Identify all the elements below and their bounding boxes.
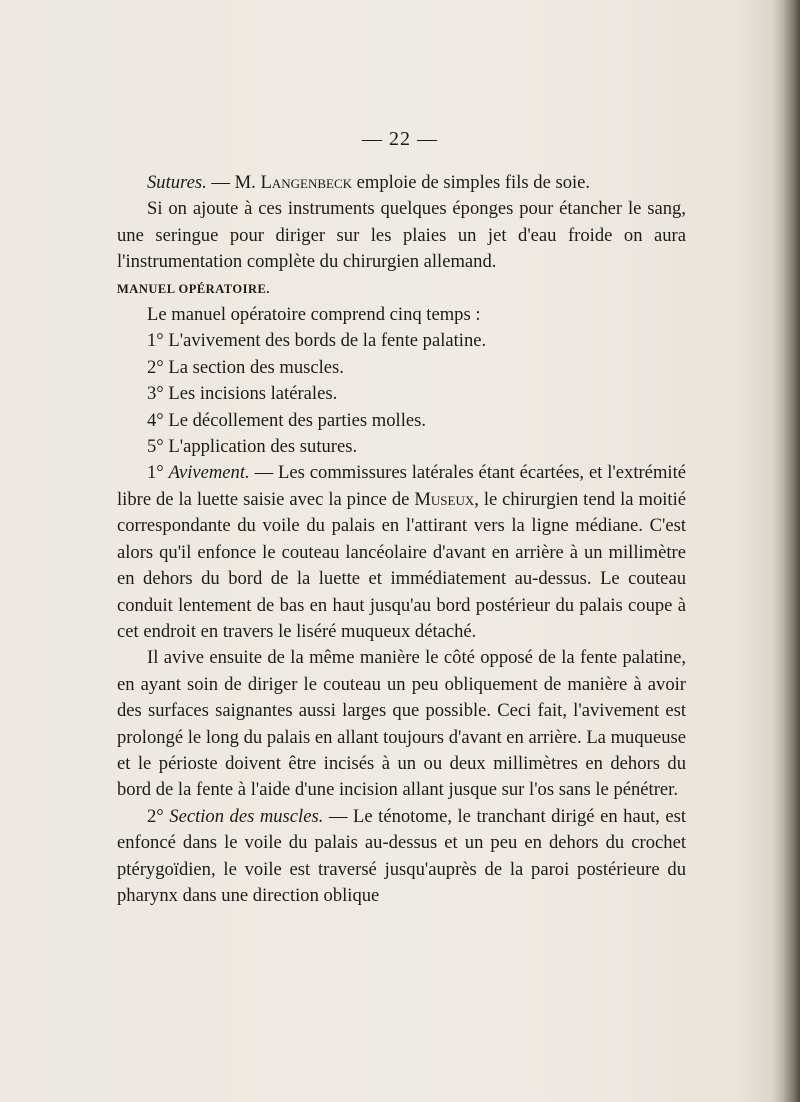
page-body [117,170,686,909]
paragraph-instruments: Si on ajoute à ces instruments quelques éponges pour étancher le sang, une seringue pour diriger sur les plaies un jet d'eau froide on aura l'instrumentation complète du chirurgien allemand. [117,198,686,273]
list-item: 3° Les incisions latérales. [147,383,338,405]
steps-list [117,328,686,460]
list-item: 1° L'avivement des bords de la fente palatine. [147,330,487,352]
avivement-number: 1° [147,462,169,484]
paragraph-section-muscles [117,804,686,910]
paragraph-intro: Le manuel opératoire comprend cinq temps : [147,304,481,326]
sutures-text-1: emploie de simples fils de soie. [352,172,591,193]
paragraph-avivement-continued: Il avive ensuite de la même manière le côté opposé de la fente palatine, en ayant soin de diriger le couteau un peu obliquement de manière à avoir des surfaces saignantes aussi larges que possible. Ceci fait, l'avivement est prolongé le long du palais en allant toujours d'avant en arrière. La muqueuse et le périoste doivent être incisés à un ou deux millimètres en dehors du bord de la fente à l'aide d'une incision allant jusque sur l'os sans le pénétrer. [117,647,686,801]
list-item: 4° Le décollement des parties molles. [147,409,427,431]
paragraph-avivement [117,460,686,645]
sutures-dash: — M. [206,172,261,193]
paragraph-sutures [117,170,686,196]
avivement-text-b: , le chirurgien tend la moitié correspondante du voile du palais en l'attirant vers la ligne médiane. C'est alors qu'il enfonce le couteau lancéolaire d'avant en arrière à un millimètre en dehors du bord de la luette et immédiatement au-dessus. Le couteau conduit lentement de bas en haut jusqu'au bord postérieur du palais coupe à cet endroit en travers le liséré muqueux détaché. [117,488,686,642]
avivement-text-a: — Les commissures latérales étant écartées, et l'extrémité libre de la luette saisie avec la pince de [117,462,686,510]
sutures-lead: Sutures. [147,172,207,193]
page-number: — 22 — [362,128,438,150]
list-item: 2° La section des muscles. [147,356,344,378]
list-item: 5° L'application des sutures. [147,436,358,458]
page-binding-edge [772,0,800,1102]
avivement-lead: Avivement. [168,462,250,484]
section-number: 2° [147,805,170,827]
author-name-langenbeck: Langenbeck [260,172,353,193]
section-heading: MANUEL OPÉRATOIRE. [117,281,271,296]
author-name-museux: Museux [414,488,475,510]
section-text: — Le ténotome, le tranchant dirigé en haut, est enfoncé dans le voile du palais au-dessus et un peu en dehors du crochet ptérygoïdien, le voile est traversé jusqu'auprès de la paroi postérieure du pharynx dans une direction oblique [117,805,686,906]
section-lead: Section des muscles. [169,805,324,827]
